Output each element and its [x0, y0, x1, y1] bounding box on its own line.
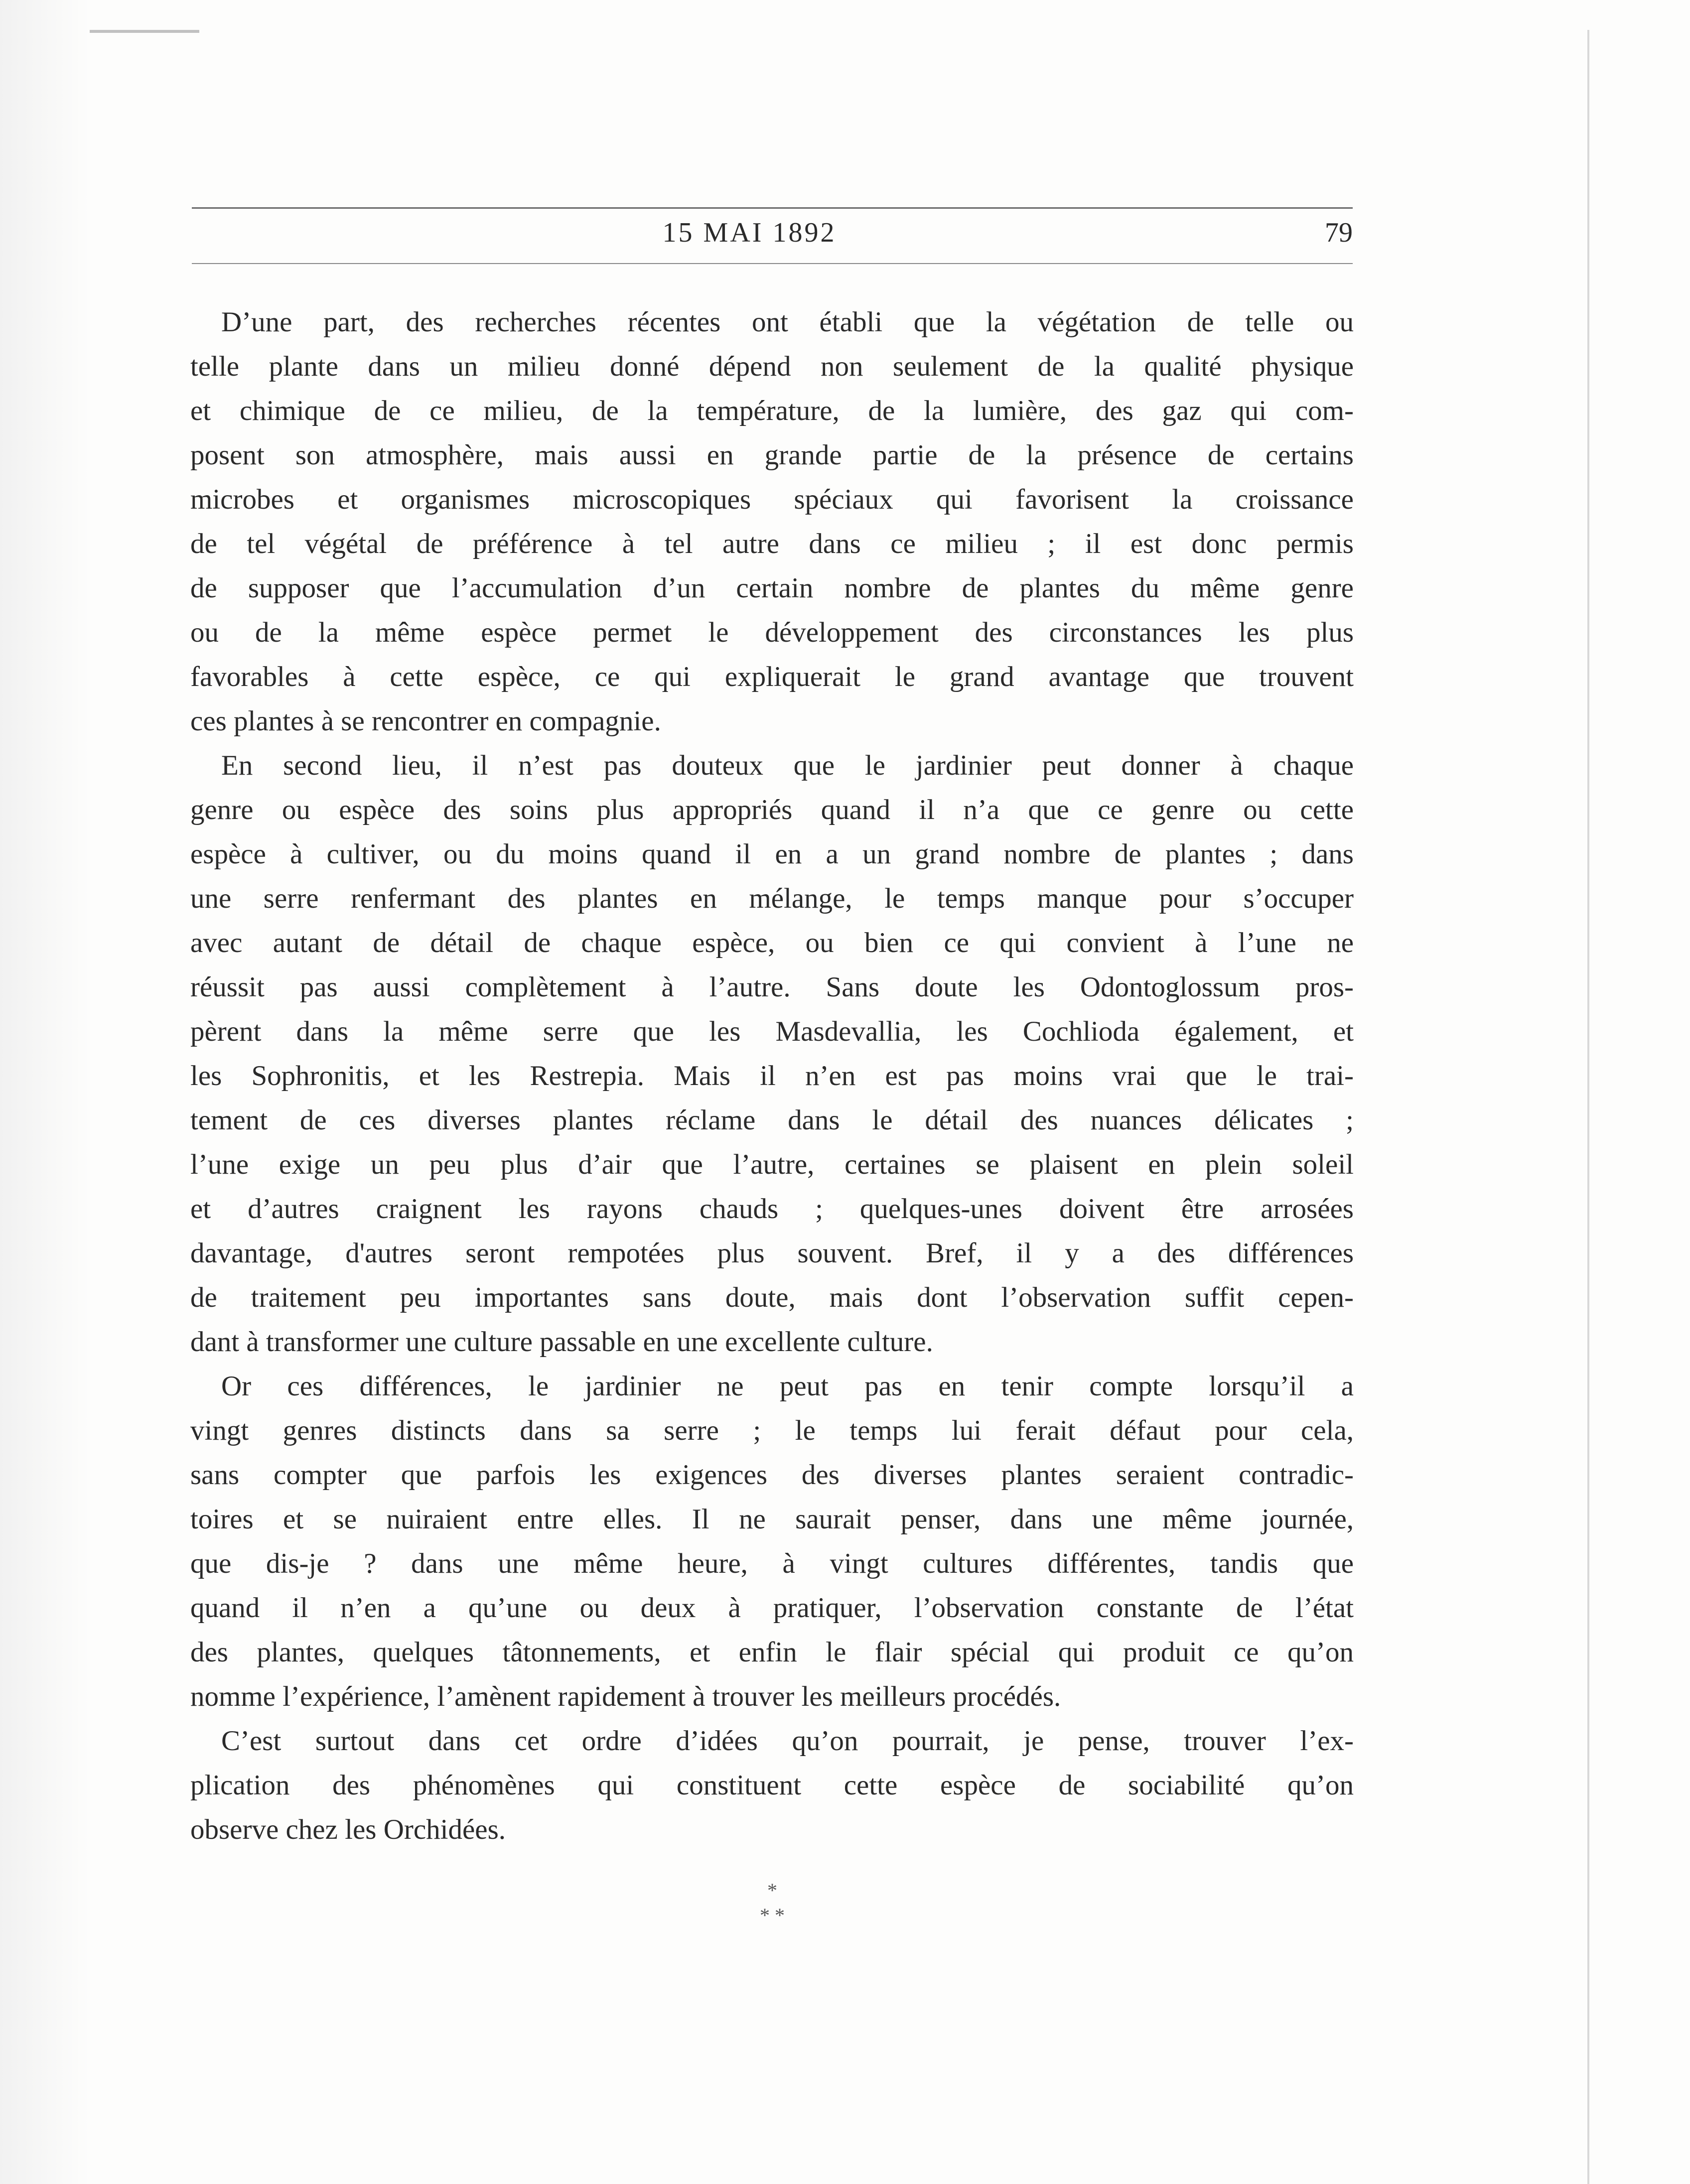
text-line: de tel végétal de préférence à tel autre dans ce milieu ; il est donc permis	[190, 528, 1354, 559]
text-line: réussit pas aussi complètement à l’autre. Sans doute les Odontoglossum pros-	[190, 971, 1354, 1003]
text-line: et chimique de ce milieu, de la température, de la lumière, des gaz qui com-	[190, 395, 1354, 426]
header-rule-top	[192, 207, 1353, 209]
text-line: toires et se nuiraient entre elles. Il ne saurait penser, dans une même journée,	[190, 1503, 1354, 1535]
header-date	[600, 215, 899, 250]
text-line: avec autant de détail de chaque espèce, ou bien ce qui convient à l’une ne	[190, 927, 1354, 958]
text-line: que dis-je ? dans une même heure, à vingt cultures différentes, tandis que	[190, 1548, 1354, 1579]
text-line: En second lieu, il n’est pas douteux que le jardinier peut donner à chaque	[221, 750, 1354, 781]
text-line: espèce à cultiver, ou du moins quand il en a un grand nombre de plantes ; dans	[190, 838, 1354, 870]
scan-shadow	[0, 0, 90, 2184]
text-line: posent son atmosphère, mais aussi en grande partie de la présence de certains	[190, 439, 1354, 471]
text-line: pèrent dans la même serre que les Masdevallia, les Cochlioda également, et	[190, 1016, 1354, 1047]
asterism-bottom: * *	[760, 1904, 785, 1926]
text-line: des plantes, quelques tâtonnements, et enfin le flair spécial qui produit ce qu’on	[190, 1637, 1354, 1668]
text-line: microbes et organismes microscopiques spéciaux qui favorisent la croissance	[190, 484, 1354, 515]
paragraph	[190, 300, 1354, 743]
running-head	[192, 215, 1353, 250]
page-number: 79	[1325, 217, 1353, 248]
paragraph	[190, 1364, 1354, 1719]
page-edge	[1587, 30, 1589, 2184]
text-line: une serre renfermant des plantes en mélange, le temps manque pour s’occuper	[190, 883, 1354, 914]
text-line: Or ces différences, le jardinier ne peut pas en tenir compte lorsqu’il a	[221, 1370, 1354, 1402]
date-day: 15	[662, 217, 695, 248]
text-line: observe chez les Orchidées.	[190, 1814, 506, 1845]
text-line: C’est surtout dans cet ordre d’idées qu’on pourrait, je pense, trouver l’ex-	[221, 1725, 1354, 1757]
text-line: nomme l’expérience, l’amènent rapidement à trouver les meilleurs procédés.	[190, 1681, 1061, 1712]
text-line: sans compter que parfois les exigences des diverses plantes seraient contradic-	[190, 1459, 1354, 1491]
date-month: MAI	[703, 217, 764, 248]
text-line: dant à transformer une culture passable en une excellente culture.	[190, 1326, 933, 1358]
asterism-top: *	[767, 1879, 777, 1902]
header-rule-bottom	[192, 263, 1353, 264]
date-year: 1892	[772, 217, 837, 248]
text-line: genre ou espèce des soins plus appropriés quand il n’a que ce genre ou cette	[190, 794, 1354, 825]
text-line: quand il n’en a qu’une ou deux à pratiquer, l’observation constante de l’état	[190, 1592, 1354, 1624]
text-line: ces plantes à se rencontrer en compagnie.	[190, 705, 661, 737]
scan-artifact	[90, 30, 199, 33]
paragraph	[190, 1719, 1354, 1852]
text-line: de traitement peu importantes sans doute, mais dont l’observation suffit cepen-	[190, 1282, 1354, 1313]
text-line: l’une exige un peu plus d’air que l’autre, certaines se plaisent en plein soleil	[190, 1149, 1354, 1180]
text-line: plication des phénomènes qui constituent cette espèce de sociabilité qu’on	[190, 1770, 1354, 1801]
text-line: ou de la même espèce permet le développement des circonstances les plus	[190, 617, 1354, 648]
paragraph	[190, 743, 1354, 1364]
text-line: favorables à cette espèce, ce qui expliquerait le grand avantage que trouvent	[190, 661, 1354, 692]
text-line: et d’autres craignent les rayons chauds ; quelques-unes doivent être arrosées	[190, 1193, 1354, 1225]
body-text	[190, 300, 1354, 1852]
text-line: vingt genres distincts dans sa serre ; le temps lui ferait défaut pour cela,	[190, 1415, 1354, 1446]
text-line: tement de ces diverses plantes réclame dans le détail des nuances délicates ;	[190, 1104, 1354, 1136]
text-line: telle plante dans un milieu donné dépend non seulement de la qualité physique	[190, 351, 1354, 382]
text-line: de supposer que l’accumulation d’un certain nombre de plantes du même genre	[190, 572, 1354, 604]
text-line: davantage, d'autres seront rempotées plus souvent. Bref, il y a des différences	[190, 1237, 1354, 1269]
asterism	[722, 1878, 822, 1928]
text-line: D’une part, des recherches récentes ont établi que la végétation de telle ou	[221, 306, 1354, 338]
text-line: les Sophronitis, et les Restrepia. Mais il n’en est pas moins vrai que le trai-	[190, 1060, 1354, 1092]
